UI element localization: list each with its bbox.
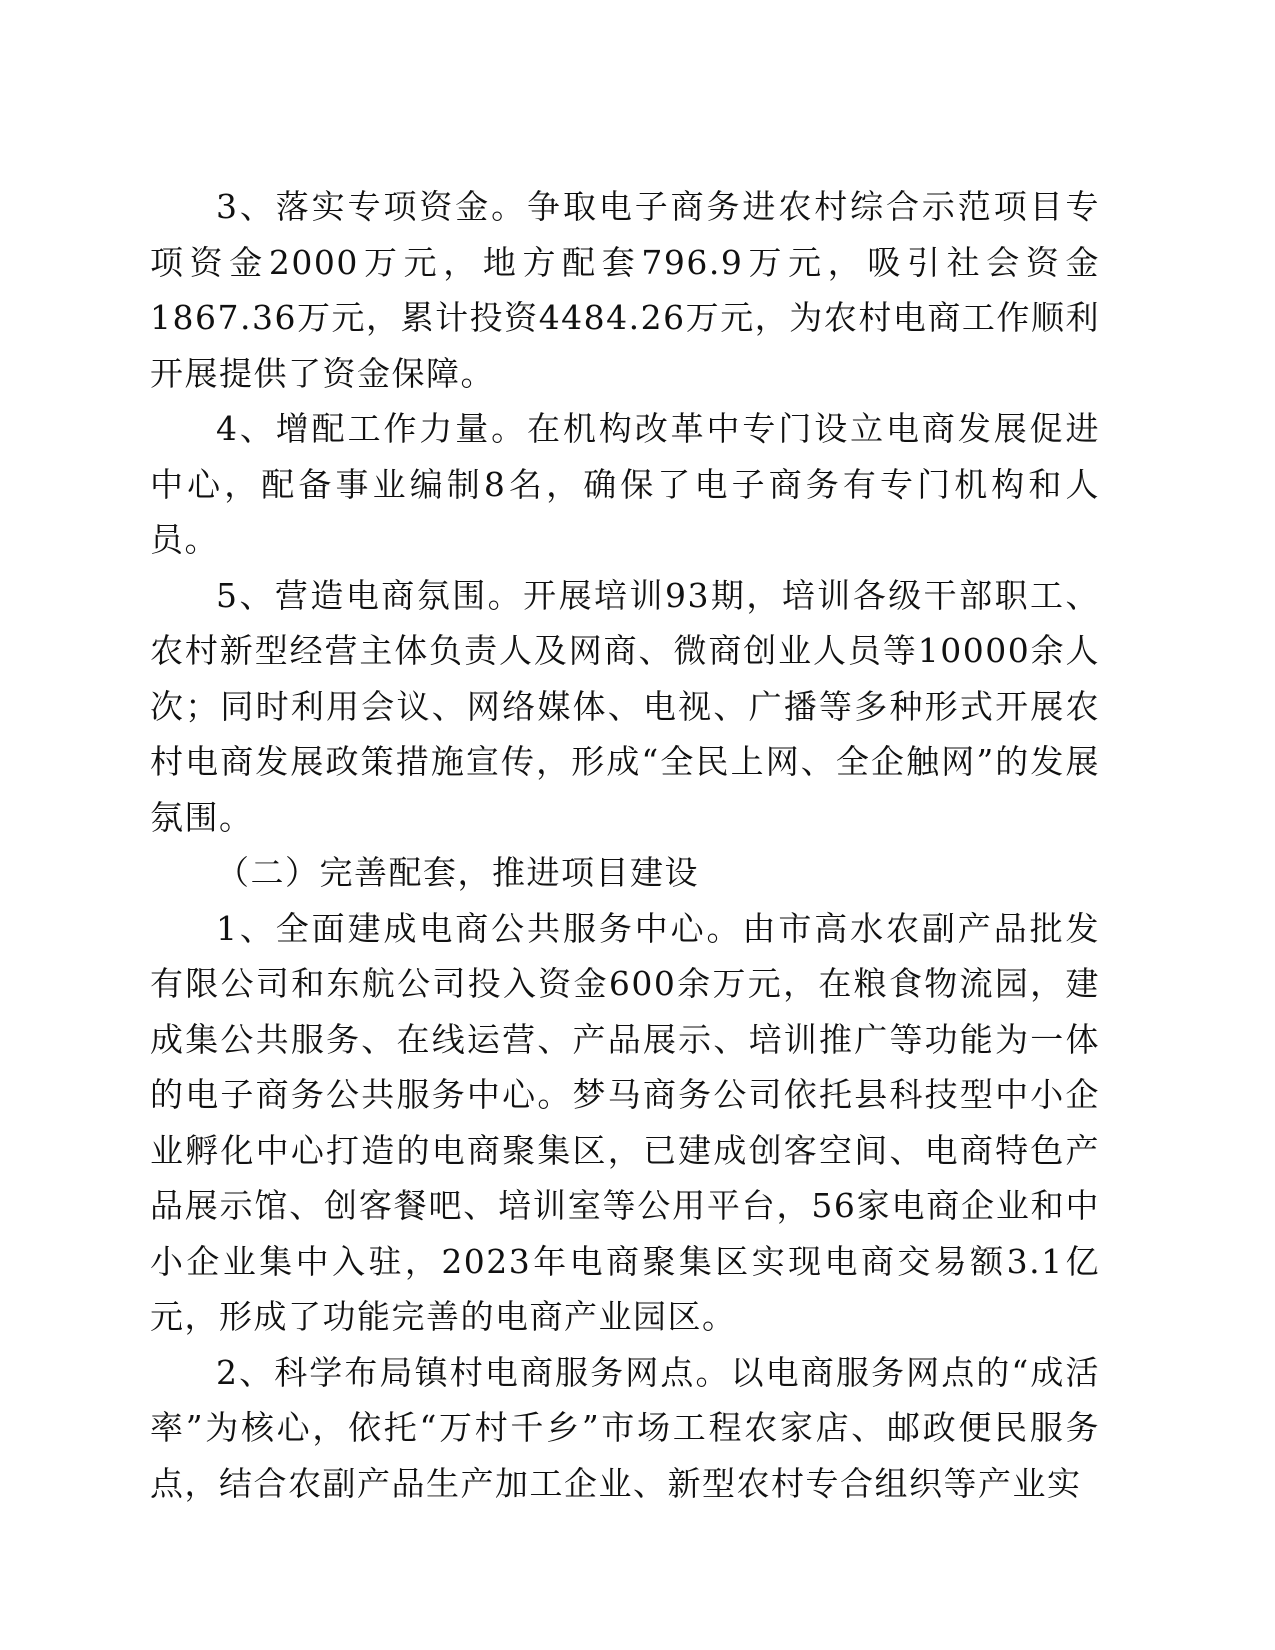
section-heading: （二）完善配套，推进项目建设 <box>216 853 699 892</box>
document-body <box>150 179 1100 1511</box>
paragraph-service-points: 2、科学布局镇村电商服务网点。以电商服务网点的“成活率”为核心，依托“万村千乡”市场工程农家店、邮政便民服务点，结合农副产品生产加工企业、新型农村专合组织等产业实 <box>150 1352 1100 1503</box>
paragraph-funding: 3、落实专项资金。争取电子商务进农村综合示范项目专项资金2000万元，地方配套796.9万元，吸引社会资金1867.36万元，累计投资4484.26万元，为农村电商工作顺利开展提供了资金保障。 <box>150 187 1100 393</box>
paragraph-service-center: 1、全面建成电商公共服务中心。由市高水农副产品批发有限公司和东航公司投入资金600余万元，在粮食物流园，建成集公共服务、在线运营、产品展示、培训推广等功能为一体的电子商务公共服务中心。梦马商务公司依托县科技型中小企业孵化中心打造的电商聚集区，已建成创客空间、电商特色产品展示馆、创客餐吧、培训室等公用平台，56家电商企业和中小企业集中入驻，2023年电商聚集区实现电商交易额3.1亿元，形成了功能完善的电商产业园区。 <box>150 908 1100 1336</box>
paragraph-staffing: 4、增配工作力量。在机构改革中专门设立电商发展促进中心，配备事业编制8名，确保了电子商务有专门机构和人员。 <box>150 409 1100 559</box>
paragraph-atmosphere: 5、营造电商氛围。开展培训93期，培训各级干部职工、农村新型经营主体负责人及网商、微商创业人员等10000余人次；同时利用会议、网络媒体、电视、广播等多种形式开展农村电商发展政策措施宣传，形成“全民上网、全企触网”的发展氛围。 <box>150 575 1100 837</box>
